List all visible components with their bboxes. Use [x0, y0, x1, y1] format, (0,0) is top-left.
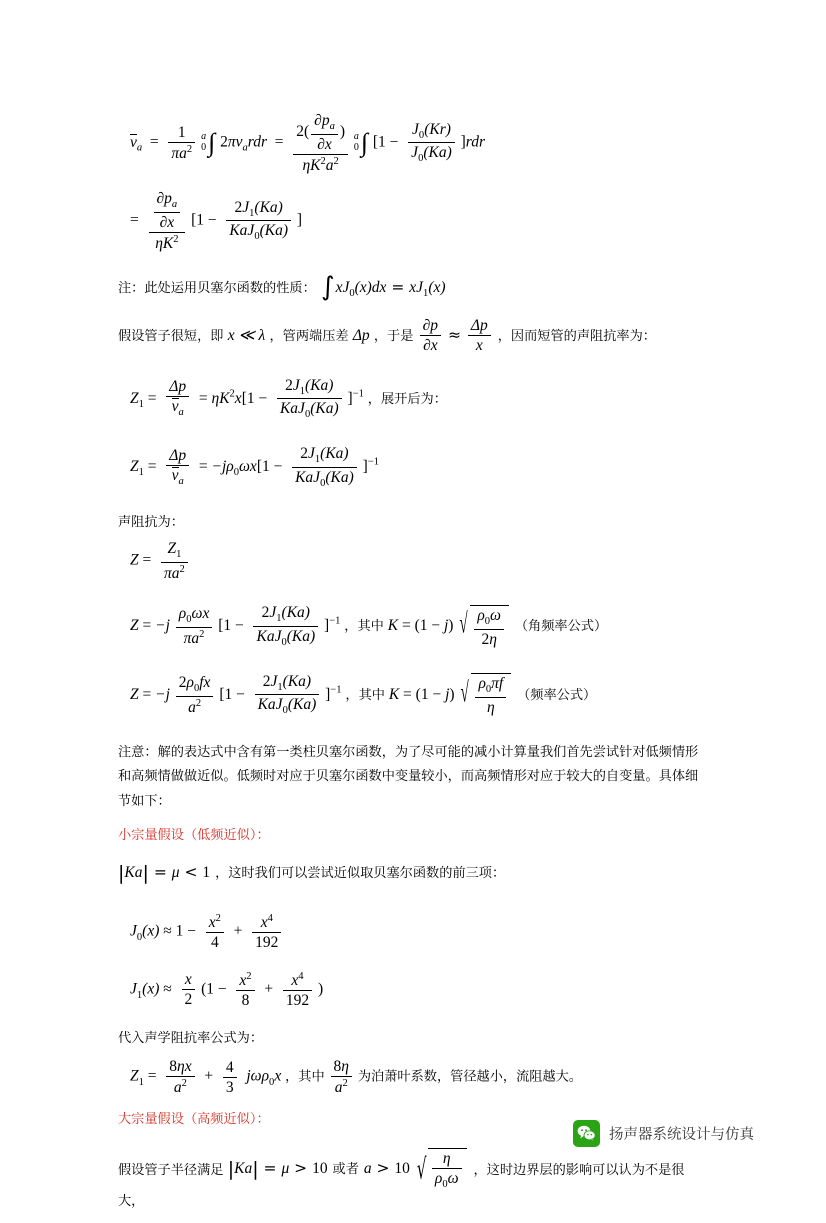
condition-1-tail: ，这时我们可以尝试近似取贝塞尔函数的前三项：: [215, 866, 506, 882]
paragraph-short-tube: [118, 317, 710, 354]
wechat-logo-icon: [573, 1120, 600, 1147]
note-formula: $\int xJ_0(x)dx = xJ_1(x)$: [321, 271, 446, 302]
document-content: [118, 112, 710, 1223]
equation-5-mid: ，其中: [344, 619, 384, 634]
equation-1-line-1: $v_a$ = $\frac{1}{\pi a^2}$ a 0 ∫ $2\pi v_ardr$ = 2( $\frac{\partial p_a}{\partial x}$ ) $\eta K^2a^2$ a 0 ∫ [1 − $\frac{J_0(Kr)}{J_0(Ka)}$ ]rdr: [130, 112, 486, 174]
para1-text-b: ，管两端压差: [269, 329, 349, 345]
heading-high-frequency-main: 大宗量假设: [118, 1112, 184, 1128]
equation-6: Z = −j $\frac{2\rho_0fx}{a^2}$ [1 − $\frac{2J_1(Ka)}{KaJ_0(Ka)}$ ]$^{-1}$ ，其中 K = (1 − j) √ $\frac{\rho_0\pi f}{\eta}$ （频率公式）: [118, 673, 710, 717]
para4-condition-formula: |Ka| = μ > 10 或者 a > 10 √ $\frac{\eta}{\rho_0\omega}$: [228, 1159, 474, 1177]
equation-5-tail: （角频率公式）: [514, 619, 608, 634]
equation-3: $Z_1$ = $\frac{\Delta p}{v_a}$ = $-j\rho_0\omega x[1$ − $\frac{2J_1(Ka)}{KaJ_0(Ka)}$ ]$^{-1}$: [130, 444, 380, 489]
brand-logo: [573, 1120, 754, 1147]
para4-text-a: 假设管子半径满足: [118, 1162, 224, 1178]
equation-1-line-2: = $\frac{\frac{\partial p_a}{\partial x}}{\eta K^2}$ [1 − $\frac{2J_1(Ka)}{KaJ_0(Ka)}$ ]: [130, 189, 303, 252]
equation-9-tail: 为泊萧叶系数，管径越小，流阻越大。: [357, 1069, 583, 1085]
note2-label: 注意：: [118, 745, 158, 760]
para1-condition: x ≪ λ: [227, 327, 266, 345]
equation-4: Z = $\frac{Z_1}{\pi a^2}$: [118, 540, 710, 582]
equation-2-tail: ，展开后为：: [367, 391, 447, 407]
heading-low-frequency: [118, 824, 710, 847]
page-footer: [0, 1083, 826, 1169]
para1-text-a: 假设管子很短，即: [118, 329, 224, 345]
note-approximation: [118, 741, 710, 814]
equation-5: Z = −j $\frac{\rho_0\omega x}{\pi a^2}$ [1 − $\frac{2J_1(Ka)}{KaJ_0(Ka)}$ ]$^{-1}$ ，其中 K = (1 − j) √ $\frac{\rho_0\omega}{2\eta}$ （角频率公式）: [118, 604, 710, 648]
condition-mu-less-than-one: [118, 857, 710, 890]
para1-fraction: $\frac{\partial p}{\partial x}$ ≈ $\frac{\Delta p}{x}$: [418, 326, 498, 344]
note-label: 注：: [118, 280, 145, 296]
paragraph-substitute: 代入声学阻抗率公式为：: [118, 1031, 264, 1047]
para1-text-d: ，因而短管的声阻抗率为：: [497, 329, 656, 345]
note-bessel-property: [118, 271, 710, 304]
condition-1-formula: |Ka| = μ < 1: [118, 862, 211, 885]
para1-delta-p: Δp: [352, 327, 370, 345]
heading-high-frequency-paren: （高频近似）：: [183, 1112, 270, 1128]
equation-9: $Z_1$ = $\frac{8\eta x}{a^2}$ + $\frac{4}{3}$ jωρ$_0$x ，其中 $\frac{8\eta}{a^2}$ 为泊萧叶系数，管径越小，流阻越大。: [130, 1058, 583, 1097]
equation-6-mid: ，其中: [345, 687, 385, 703]
equation-7: $J_0(x) \approx 1$ − $\frac{x^2}{4}$ + $\frac{x^4}{192}$: [118, 913, 710, 951]
heading-low-frequency-paren: （低频近似）：: [183, 828, 270, 844]
note-text: 此处运用贝塞尔函数的性质：: [144, 280, 316, 296]
heading-low-frequency-main: 小宗量假设: [118, 828, 184, 844]
equation-6-tail: （频率公式）: [517, 687, 597, 703]
brand-name: 扬声器系统设计与仿真: [609, 1127, 754, 1143]
equation-9-mid: ，其中: [285, 1069, 325, 1085]
equation-block-1: [118, 112, 710, 252]
para4-text-b: ，这时边界层的影响可以认为不是很大，: [118, 1162, 685, 1210]
paragraph-acoustic-impedance: 声阻抗为：: [118, 515, 184, 531]
para1-text-c: ，于是: [373, 329, 414, 345]
note2-text: 解的表达式中含有第一类柱贝塞尔函数，为了尽可能的减小计算量我们首先尝试针对低频情形和高频情做做近似。低频时对应于贝塞尔函数中变量较小，而高频情形对应于较大的自变量。具体细节如下：: [118, 745, 699, 809]
equation-8: $J_1(x)$ ≈ $\frac{x}{2}$ (1 − $\frac{x^2}{8}$ + $\frac{x^4}{192}$ ): [130, 970, 324, 1010]
equation-2: $Z_1$ = $\frac{\Delta p}{v_a}$ = $\eta K^2x[1$ − $\frac{2J_1(Ka)}{KaJ_0(Ka)}$ ]$^{-1}$ ，展开后为：: [130, 376, 447, 421]
